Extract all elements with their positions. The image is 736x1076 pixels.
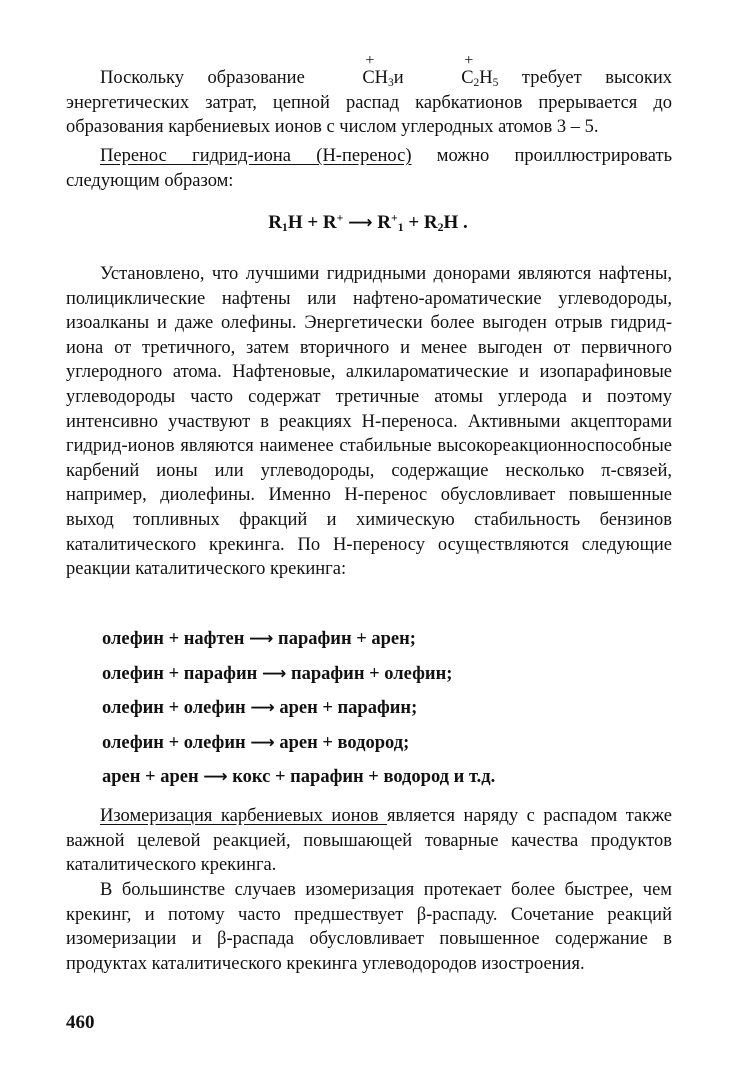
paragraph-isomerization-speed: В большинстве случаев изомеризация протекает более быстрее, чем крекинг, и потому часто предшествует β-распаду. Сочетание реакций изомеризации и β-распада обусловливает повышенное содержание в продуктах каталитического крекинга углеводородов изостроения. <box>66 880 672 974</box>
reaction-item: арен + арен ⟶ кокс + парафин + водород и т.д. <box>102 767 496 787</box>
reaction-item: олефин + олефин ⟶ арен + парафин; <box>102 698 418 718</box>
paragraph-carbocation-decay: Поскольку образование + $CH_3и$ + $C_2H_5$ требует высоких энергетических затрат, цепной распад карбкатионов прерывается до образования карбениевых ионов с числом углеродных атомов 3 – 5. <box>66 52 672 138</box>
paragraph-isomerization: Изомеризация карбениевых ионов является наряду с распадом также важной целевой реакцией, повышающей товарные качества продуктов каталитического крекинга. <box>66 806 672 876</box>
pi-symbol: π <box>601 460 611 481</box>
term-isomerization: Изомеризация карбениевых ионов <box>100 806 388 826</box>
term-hydride-transfer: Перенос гидрид-иона (Н-перенос) <box>100 146 412 166</box>
reaction-arrow-icon: ⟶ <box>250 732 275 753</box>
reaction-arrow-icon: ⟶ <box>250 698 275 718</box>
reaction-item: олефин + парафин ⟶ парафин + олефин; <box>102 663 453 684</box>
reaction-arrow-icon: ⟶ <box>261 663 287 684</box>
reaction-arrow-icon: ⟶ <box>203 767 228 787</box>
reaction-list <box>102 622 495 795</box>
methyl-cation: + $CH_3$ <box>362 52 394 89</box>
reaction-item: олефин + олефин ⟶ арен + водород; <box>102 732 410 753</box>
beta-symbol: β <box>217 929 227 950</box>
paragraph-hydride-transfer-intro: Перенос гидрид-иона (Н-перенос) можно проиллюстрировать следующим образом: <box>66 146 673 191</box>
hydride-transfer-equation: $R_1H + R^+$ ⟶ $R^+_1 + R_2H$ . <box>268 211 468 234</box>
reaction-item: олефин + нафтен ⟶ парафин + арен; <box>102 629 416 649</box>
ethyl-cation: + $C_2H_5$ <box>461 52 499 89</box>
reaction-arrow-icon: ⟶ <box>348 213 373 233</box>
paragraph-hydride-donors: Установлено, что лучшими гидридными донорами являются нафтены, полициклические нафтены или нафтено-ароматические углеводороды, изоалканы и даже олефины. Энергетически более выгоден отрыв гидрид-иона от третичного, затем вторичного и менее выгоден от первичного углеродного атома. Нафтеновые, алкилароматические и изопарафиновые углеводороды часто содержат третичные атомы углерода и поэтому интенсивно участвуют в реакциях Н-переноса. Активными акцепторами гидрид-ионов являются наименее стабильные высокореакционноспособные карбений ионы или углеводороды, содержащие несколько π-связей, например, диолефины. Именно Н-перенос обусловливает повышенные выход топливных фракций и химическую стабильность бензинов каталитического крекинга. По Н-переносу осуществляются следующие реакции каталитического крекинга: <box>66 264 672 580</box>
page-number: 460 <box>66 1012 95 1033</box>
beta-symbol: β <box>416 904 427 925</box>
reaction-arrow-icon: ⟶ <box>249 629 274 649</box>
